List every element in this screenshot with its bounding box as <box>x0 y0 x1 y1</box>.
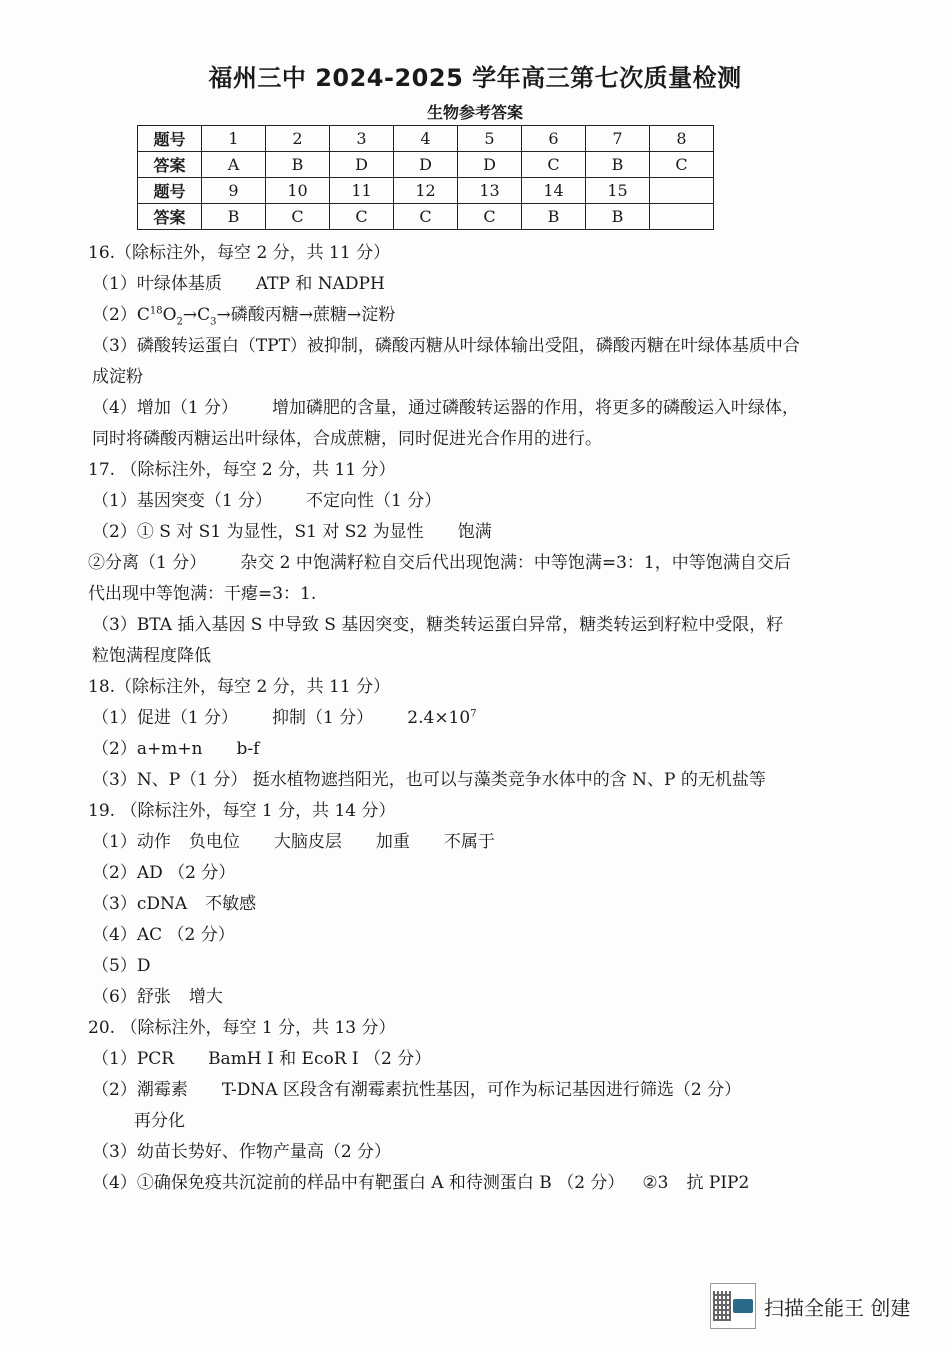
table-cell: 8 <box>650 126 714 152</box>
table-cell: 13 <box>458 178 522 204</box>
table-cell: 15 <box>586 178 650 204</box>
watermark-text: 扫描全能王 创建 <box>764 1295 911 1320</box>
q19-part4: （4）AC （2 分） <box>92 925 235 945</box>
answer-text: 抗 PIP2 <box>686 1173 750 1193</box>
answer-text: →C <box>182 305 211 325</box>
table-cell: B <box>266 152 330 178</box>
app-logo-icon <box>733 1299 753 1313</box>
q16-part3: （3）磷酸转运蛋白（TPT）被抑制，磷酸丙糖从叶绿体输出受阻，磷酸丙糖在叶绿体基质中合成淀粉 <box>92 336 800 387</box>
answer-text: （6）舒张 <box>92 987 171 1007</box>
table-cell: B <box>586 152 650 178</box>
answer-body <box>88 238 800 1199</box>
q16-part2 <box>88 300 800 331</box>
table-cell: A <box>202 152 266 178</box>
q20-part1 <box>88 1044 800 1075</box>
q18-part2 <box>88 734 800 765</box>
q16-heading: 16.（除标注外，每空 2 分，共 11 分） <box>88 243 391 263</box>
table-cell: 答案 <box>138 204 202 230</box>
q18-heading: 18.（除标注外，每空 2 分，共 11 分） <box>88 677 391 697</box>
answer-text: O <box>162 305 177 325</box>
answer-text: 2.4×10 <box>407 708 471 728</box>
answer-text: （4）①确保免疫共沉淀前的样品中有靶蛋白 A 和待测蛋白 B （2 分） <box>92 1173 625 1193</box>
q17-part1 <box>88 486 800 517</box>
superscript: 7 <box>470 708 477 720</box>
answer-text: （1）叶绿体基质 <box>92 274 222 294</box>
qr-pattern <box>713 1291 731 1321</box>
table-cell: 9 <box>202 178 266 204</box>
q17-heading: 17. （除标注外，每空 2 分，共 11 分） <box>88 460 396 480</box>
answer-text: （3）cDNA <box>92 894 188 914</box>
page-title: 福州三中 2024-2025 学年高三第七次质量检测 <box>208 64 742 92</box>
table-cell: 答案 <box>138 152 202 178</box>
q20-part2 <box>88 1075 800 1106</box>
answer-text: 增大 <box>188 987 223 1007</box>
table-cell: D <box>330 152 394 178</box>
answer-text: 大脑皮层 <box>273 832 342 852</box>
answer-text: （1）基因突变（1 分） <box>92 491 273 511</box>
q20-heading: 20. （除标注外，每空 1 分，共 13 分） <box>88 1018 396 1038</box>
table-row <box>138 152 714 178</box>
answer-text: b-f <box>236 739 260 759</box>
answer-text: ②3 <box>642 1173 669 1193</box>
scanner-watermark <box>710 1283 930 1329</box>
answer-text: 加重 <box>375 832 410 852</box>
answer-text: ATP 和 NADPH <box>255 274 385 294</box>
answer-text: 负电位 <box>188 832 240 852</box>
table-cell: 11 <box>330 178 394 204</box>
answer-text: （1）PCR <box>92 1049 175 1069</box>
superscript: 18 <box>149 305 163 317</box>
table-cell: C <box>522 152 586 178</box>
table-cell: 12 <box>394 178 458 204</box>
answer-text: BamH I 和 EcoR I （2 分） <box>208 1049 432 1069</box>
q19-part3 <box>88 889 800 920</box>
answer-text: ②分离（1 分） <box>88 553 207 573</box>
q17-part2 <box>88 517 800 548</box>
q18-part1 <box>88 703 800 734</box>
qr-code-icon <box>710 1283 756 1329</box>
answer-text: 不定向性（1 分） <box>306 491 442 511</box>
q17-part3: （3）BTA 插入基因 S 中导致 S 基因突变，糖类转运蛋白异常，糖类转运到籽粒中受限，籽粒饱满程度降低 <box>92 615 784 666</box>
page-subtitle: 生物参考答案 <box>426 103 523 122</box>
table-row <box>138 204 714 230</box>
q20-part3: （3）幼苗长势好、作物产量高（2 分） <box>92 1142 392 1162</box>
q19-part1 <box>88 827 800 858</box>
table-cell: 1 <box>202 126 266 152</box>
table-cell: 3 <box>330 126 394 152</box>
q19-part2: （2）AD （2 分） <box>92 863 236 883</box>
answer-text: →磷酸丙糖→蔗糖→淀粉 <box>216 305 396 325</box>
q16-part1 <box>88 269 800 300</box>
table-cell: C <box>330 204 394 230</box>
table-cell: 4 <box>394 126 458 152</box>
table-cell: C <box>458 204 522 230</box>
answer-text: （2）潮霉素 <box>92 1080 188 1100</box>
answer-text: （4）增加（1 分） <box>92 398 239 418</box>
table-cell: 10 <box>266 178 330 204</box>
answer-text: 增加磷肥的含量，通过磷酸转运器的作用，将更多的磷酸运入叶绿体，同时将磷酸丙糖运出叶绿体，合成蔗糖，同时促进光合作用的进行。 <box>92 398 800 449</box>
q16-part4 <box>88 393 800 455</box>
table-cell: 14 <box>522 178 586 204</box>
subscript: 2 <box>176 316 183 328</box>
table-cell <box>650 178 714 204</box>
table-row <box>138 126 714 152</box>
answer-text: （2）a+m+n <box>92 739 203 759</box>
table-cell: 题号 <box>138 178 202 204</box>
table-cell: 7 <box>586 126 650 152</box>
q17-part2b <box>88 548 800 610</box>
table-row <box>138 178 714 204</box>
q18-part3: （3）N、P（1 分） 挺水植物遮挡阳光，也可以与藻类竞争水体中的含 N、P 的无机盐等 <box>92 770 766 790</box>
answer-text: 不属于 <box>443 832 495 852</box>
answer-text: T-DNA 区段含有潮霉素抗性基因，可作为标记基因进行筛选（2 分） <box>221 1080 742 1100</box>
table-cell: 6 <box>522 126 586 152</box>
answer-text: 杂交 2 中饱满籽粒自交后代出现饱满：中等饱满=3：1，中等饱满自交后代出现中等饱满：干瘪=3：1. <box>88 553 791 604</box>
answer-text: 不敏感 <box>205 894 257 914</box>
table-cell: C <box>394 204 458 230</box>
answer-text: （2）C <box>92 305 150 325</box>
q19-heading: 19. （除标注外，每空 1 分，共 14 分） <box>88 801 396 821</box>
answer-text: （1）动作 <box>92 832 171 852</box>
answer-text: 抑制（1 分） <box>272 708 374 728</box>
table-cell: B <box>202 204 266 230</box>
table-cell: 2 <box>266 126 330 152</box>
table-cell: B <box>522 204 586 230</box>
table-cell: C <box>650 152 714 178</box>
table-cell: 题号 <box>138 126 202 152</box>
table-cell: D <box>394 152 458 178</box>
table-cell: C <box>266 204 330 230</box>
answer-text: 饱满 <box>457 522 492 542</box>
table-cell: B <box>586 204 650 230</box>
q19-part5: （5）D <box>92 956 151 976</box>
subscript: 3 <box>210 316 217 328</box>
q20-part2-cont: 再分化 <box>134 1111 185 1131</box>
table-cell: 5 <box>458 126 522 152</box>
answer-text: （2）① S 对 S1 为显性，S1 对 S2 为显性 <box>92 522 424 542</box>
q20-part4 <box>88 1168 800 1199</box>
answer-table <box>137 125 714 230</box>
table-cell: D <box>458 152 522 178</box>
table-cell <box>650 204 714 230</box>
q19-part6 <box>88 982 800 1013</box>
answer-text: （1）促进（1 分） <box>92 708 239 728</box>
